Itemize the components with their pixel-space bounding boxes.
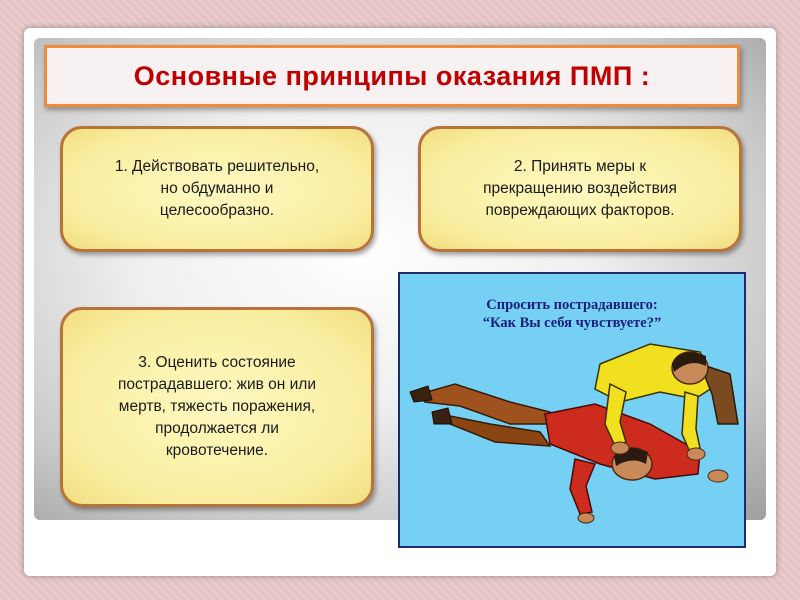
principle-card-3	[60, 307, 374, 507]
principle-card-2	[418, 126, 742, 252]
title-box	[44, 45, 740, 107]
principle-text-1: 1. Действовать решительно, но обдуманно и целесообразно.	[114, 158, 320, 219]
first-aid-illustration	[398, 272, 746, 548]
principle-card-1	[60, 126, 374, 252]
illustration-caption: Спросить пострадавшего: “Как Вы себя чувствуете?”	[482, 297, 662, 331]
rescuer-and-victim-drawing	[400, 274, 744, 546]
principle-text-2: 2. Принять меры к прекращению воздействия повреждающих факторов.	[483, 158, 677, 219]
principle-text-3: 3. Оценить состояние пострадавшего: жив он или мертв, тяжесть поражения, продолжается ли кровотечение.	[117, 354, 317, 459]
page-title: Основные принципы оказания ПМП :	[133, 60, 651, 91]
